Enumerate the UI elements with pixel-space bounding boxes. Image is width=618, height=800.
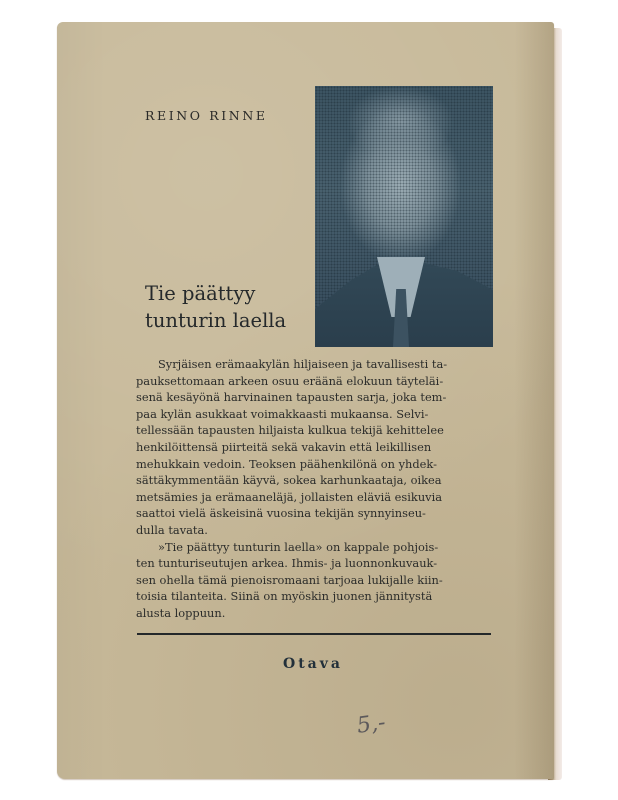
book-title-line-2: tunturin laella [145,309,287,332]
blurb-line [136,555,493,572]
blurb-line [136,439,493,456]
blurb-line [136,539,493,556]
blurb-line [136,572,493,589]
blurb-line-text: dulla tavata. [136,522,208,537]
blurb-line-text: metsämies ja erämaaneläjä, jollaisten eläviä esikuvia [136,489,443,504]
blurb-line-text: sen ohella tämä pienoisromaani tarjoaa lukijalle kiin- [136,572,443,587]
blurb-line-text: »Tie päättyy tunturin laella» on kappale pohjois- [158,539,439,554]
blurb-line-text: paa kylän asukkaat voimakkaasti mukaansa. Selvi- [136,406,429,421]
blurb-line-text: mehukkain vedoin. Teoksen päähenkilönä on yhdek- [136,456,437,471]
blurb-line-text: ten tunturiseutujen arkea. Ihmis- ja luonnonkuvauk- [136,556,438,571]
handwritten-price: 5,- [355,710,388,739]
blurb-line [136,588,493,605]
blurb-line [136,505,493,522]
blurb-line-text: senä kesäyönä harvinainen tapausten sarja, joka tem- [136,390,447,405]
blurb-line [136,489,493,506]
blurb-line-text: sättäkymmentään käyvä, sokea karhunkaataja, oikea [136,473,442,488]
blurb-text [136,356,493,622]
blurb-line [136,406,493,423]
blurb-line [136,356,493,373]
blurb-line [136,472,493,489]
book-title-line-1: Tie päättyy [145,282,256,305]
blurb-line-text: tellessään tapausten hiljaista kulkua tekijä kehittelee [136,423,444,438]
blurb-line-text: saattoi vielä äskeisinä vuosina tekijän synnyinseu- [136,506,426,521]
blurb-line-text: toisia tilanteita. Siinä on myöskin juonen jännitystä [136,589,433,604]
book-title [145,280,286,334]
author-portrait-photo [315,86,493,347]
publisher-name: Otava [283,656,343,672]
blurb-line [136,373,493,390]
blurb-line-text: henkilöittensä piirteitä sekä vakavin että leikillisen [136,439,432,454]
blurb-line [136,422,493,439]
blurb-line [136,456,493,473]
author-name: REINO RINNE [145,108,268,123]
blurb-line [136,605,493,622]
blurb-line-text: Syrjäisen erämaakylän hiljaiseen ja tavallisesti ta- [158,357,448,371]
blurb-line [136,522,493,539]
blurb-line-text: alusta loppuun. [136,605,226,620]
blurb-line-text: pauksettomaan arkeen osuu eräänä elokuun täyteläi- [136,373,444,388]
divider-rule [137,633,491,635]
blurb-line [136,389,493,406]
